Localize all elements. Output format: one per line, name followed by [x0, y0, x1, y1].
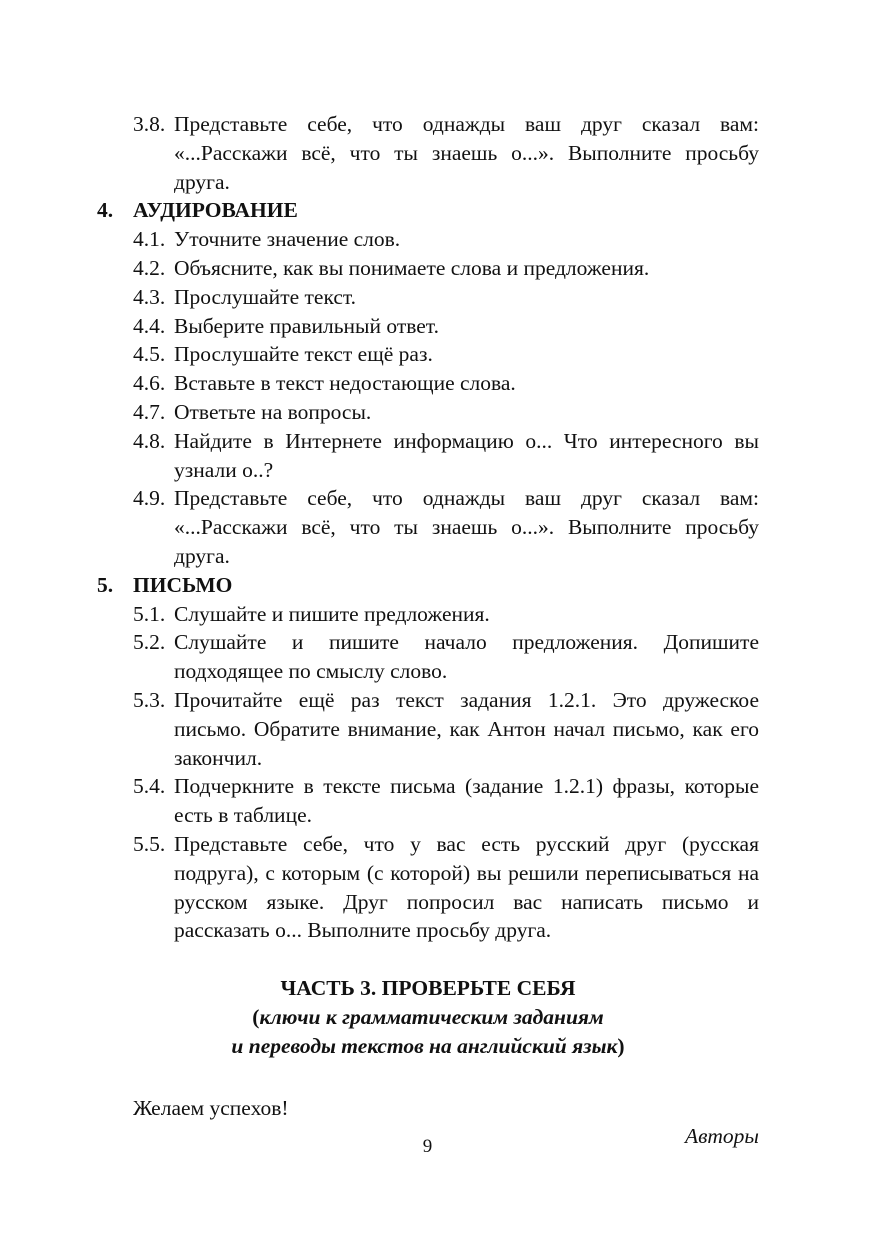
- list-item-4-9: [97, 484, 759, 570]
- item-text: Представьте себе, что однажды ваш друг сказал вам: «...Расскажи всё, что ты знаешь о...». Выполните просьбу друга.: [174, 486, 759, 568]
- list-item-4-6: [97, 369, 759, 398]
- item-number: 4.6.: [133, 371, 166, 396]
- list-item-4-8: [97, 427, 759, 485]
- list-item-5-3: [97, 686, 759, 772]
- part-3-subtitle-line-1: (ключи к грамматическим заданиям: [252, 1004, 604, 1029]
- item-text: Представьте себе, что однажды ваш друг сказал вам: «...Расскажи всё, что ты знаешь о...». Выполните просьбу друга.: [174, 112, 759, 194]
- item-text: Представьте себе, что у вас есть русский друг (русская подруга), с которым (с которой) вы решили переписываться на русском языке. Друг попросил вас написать письмо и рассказать о... Выполните просьбу друга.: [174, 831, 759, 943]
- item-text: Прослушайте текст ещё раз.: [174, 342, 433, 367]
- item-text: Подчеркните в тексте письма (задание 1.2.1) фразы, которые есть в таблице.: [174, 774, 759, 828]
- page-content: [97, 110, 759, 1151]
- item-text: Ответьте на вопросы.: [174, 399, 372, 424]
- item-number: 4.1.: [133, 227, 166, 252]
- section-number: 5.: [97, 572, 114, 597]
- item-number: 4.4.: [133, 313, 166, 338]
- item-text: Прослушайте текст.: [174, 284, 357, 309]
- item-text: Прочитайте ещё раз текст задания 1.2.1. Это дружеское письмо. Обратите внимание, как Антон начал письмо, как его закончил.: [174, 687, 759, 770]
- item-text: Найдите в Интернете информацию о... Что интересного вы узнали о..?: [174, 428, 759, 482]
- list-item-5-5: [97, 830, 759, 945]
- list-item-5-1: [97, 600, 759, 629]
- list-item-4-5: [97, 340, 759, 369]
- part-3-title: ЧАСТЬ 3. ПРОВЕРЬТЕ СЕБЯ: [280, 976, 576, 1001]
- item-text: Слушайте и пишите предложения.: [174, 601, 490, 626]
- item-text: Вставьте в текст недостающие слова.: [174, 371, 516, 396]
- item-number: 5.1.: [133, 601, 166, 626]
- part-3-heading: [97, 974, 759, 1060]
- list-item-3-8: [97, 110, 759, 196]
- section-heading-writing: [97, 571, 759, 600]
- item-number: 4.9.: [133, 486, 166, 511]
- item-text: Объясните, как вы понимаете слова и предложения.: [174, 255, 650, 280]
- closing-wish: Желаем успехов!: [133, 1095, 289, 1120]
- item-number: 4.3.: [133, 284, 166, 309]
- item-number: 3.8.: [133, 112, 166, 136]
- item-number: 4.5.: [133, 342, 166, 367]
- item-number: 5.4.: [133, 774, 166, 799]
- list-item-5-2: [97, 628, 759, 686]
- section-title: АУДИРОВАНИЕ: [133, 198, 298, 223]
- part-3-subtitle-text-2: и переводы текстов на английский язык: [231, 1033, 618, 1058]
- list-item-4-4: [97, 312, 759, 341]
- item-number: 5.3.: [133, 687, 166, 712]
- part-3-subtitle-line-2: и переводы текстов на английский язык): [231, 1033, 625, 1058]
- item-text: Уточните значение слов.: [174, 227, 401, 252]
- item-number: 5.5.: [133, 831, 166, 856]
- section-title: ПИСЬМО: [133, 572, 233, 597]
- part-3-subtitle-text-1: ключи к грамматическим заданиям: [259, 1004, 604, 1029]
- list-item-4-2: [97, 254, 759, 283]
- list-item-4-3: [97, 283, 759, 312]
- item-number: 4.2.: [133, 255, 166, 280]
- item-number: 4.7.: [133, 399, 166, 424]
- item-text: Выберите правильный ответ.: [174, 313, 439, 338]
- authors-signature: Авторы: [684, 1124, 759, 1149]
- list-item-4-1: [97, 225, 759, 254]
- list-item-5-4: [97, 772, 759, 830]
- page-number: 9: [422, 1136, 433, 1157]
- section-number: 4.: [97, 198, 114, 223]
- item-number: 4.8.: [133, 428, 166, 453]
- item-number: 5.2.: [133, 630, 166, 655]
- section-heading-listening: [97, 196, 759, 225]
- item-text: Слушайте и пишите начало предложения. Допишите подходящее по смыслу слово.: [174, 630, 759, 684]
- list-item-4-7: [97, 398, 759, 427]
